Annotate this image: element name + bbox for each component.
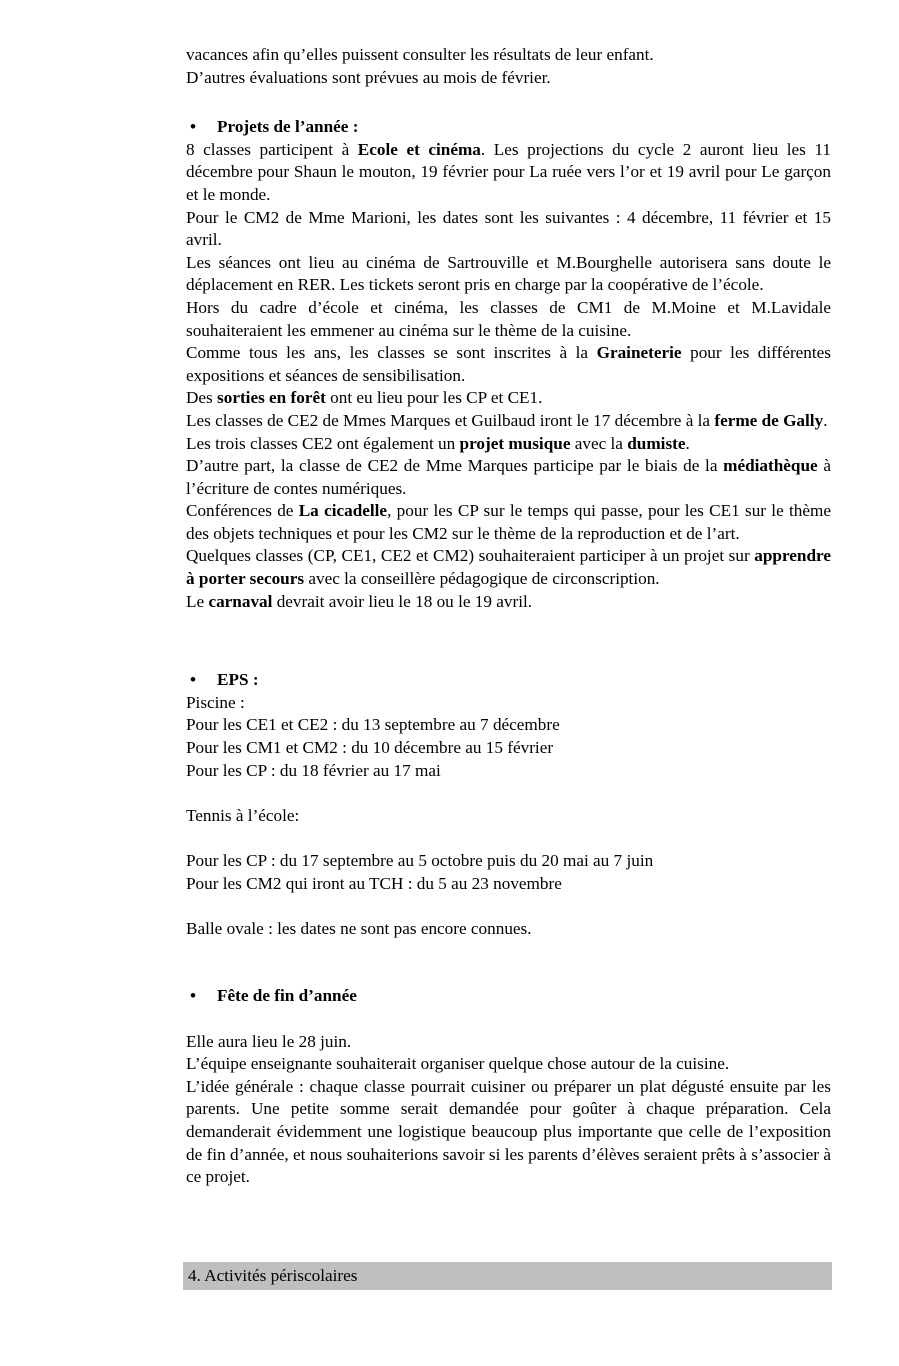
bullet-icon: •	[190, 986, 197, 1006]
text-run: avec la conseillère pédagogique de circonscription.	[304, 569, 660, 589]
spacer	[186, 89, 831, 116]
paragraph-ferme-de-gally	[186, 410, 831, 433]
text-run: .	[685, 433, 690, 453]
spacer	[186, 782, 831, 805]
bold-mediatheque: médiathèque	[723, 456, 818, 476]
text-run: Le	[186, 591, 209, 611]
paragraph-piscine-cp: Pour les CP : du 18 février au 17 mai	[186, 760, 441, 780]
section-heading-label: 4. Activités périscolaires	[188, 1266, 358, 1285]
spacer	[186, 1008, 831, 1031]
text-run: pour les différentes expositions et séances de sensibilisation.	[186, 343, 831, 385]
bullet-heading-eps-label: EPS :	[217, 670, 259, 690]
paragraph-intro-line1: vacances afin qu’elles puissent consulter les résultats de leur enfant.	[186, 45, 654, 64]
paragraph-piscine-ce1-ce2: Pour les CE1 et CE2 : du 13 septembre au 7 décembre	[186, 715, 560, 735]
text-run: Les trois classes CE2 ont également un	[186, 433, 460, 453]
paragraph-seances-sartrouville: Les séances ont lieu au cinéma de Sartrouville et M.Bourghelle autorisera sans doute le déplacement en RER. Les tickets seront pris en charge par la coopérative de l’école.	[186, 252, 831, 295]
bullet-icon: •	[190, 670, 197, 690]
bullet-icon: •	[190, 117, 197, 137]
paragraph-tennis-cm2: Pour les CM2 qui iront au TCH : du 5 au 23 novembre	[186, 873, 562, 893]
paragraph-tennis-label: Tennis à l’école:	[186, 805, 300, 825]
text-run: devrait avoir lieu le 18 ou le 19 avril.	[272, 591, 533, 611]
spacer	[186, 827, 831, 850]
bullet-heading-projets	[186, 116, 831, 139]
paragraph-la-cicadelle	[186, 500, 831, 545]
paragraph-intro-line2: D’autres évaluations sont prévues au mois de février.	[186, 67, 551, 87]
bold-sorties-en-foret: sorties en forêt	[217, 388, 326, 408]
bullet-heading-projets-label: Projets de l’année :	[217, 117, 359, 137]
bold-dumiste: dumiste	[627, 433, 686, 453]
paragraph-tennis-cp: Pour les CP : du 17 septembre au 5 octobre puis du 20 mai au 7 juin	[186, 851, 654, 870]
bold-graineterie: Graineterie	[596, 343, 682, 363]
bullet-heading-eps	[186, 669, 831, 692]
bullet-heading-fete	[186, 985, 831, 1008]
section-heading-bar	[183, 1262, 832, 1290]
bold-apprendre-a-porter-secours: apprendre à porter secours	[186, 546, 831, 589]
spacer	[186, 613, 831, 669]
text-run: 8 classes participent à	[186, 139, 358, 159]
spacer	[186, 940, 831, 985]
text-run: Des	[186, 388, 218, 408]
bold-projet-musique: projet musique	[459, 433, 571, 453]
paragraph-sorties-foret	[186, 387, 831, 410]
text-run: . Les projections du cycle 2 auront lieu les 11 décembre pour Shaun le mouton, 19 février pour La ruée vers l’or et 19 avril pour Le garçon et le monde.	[186, 139, 831, 204]
paragraph-carnaval	[186, 591, 831, 614]
text-run: ont eu lieu pour les CP et CE1.	[325, 388, 543, 408]
text-run: , pour les CP sur le temps qui passe, pour les CE1 sur le thème des objets techniques et pour les CM2 sur le thème de la reproduction et de l’art.	[186, 501, 831, 543]
paragraph-piscine-label: Piscine :	[186, 692, 245, 712]
text-run: Les classes de CE2 de Mmes Marques et Guilbaud iront le 17 décembre à la	[186, 410, 715, 430]
paragraph-projet-musique	[186, 433, 831, 456]
text-run: à l’écriture de contes numériques.	[186, 456, 831, 498]
spacer	[186, 895, 831, 918]
bold-la-cicadelle: La cicadelle	[298, 501, 388, 521]
paragraph-graineterie	[186, 342, 831, 387]
paragraph-porter-secours	[186, 545, 831, 590]
bold-ecole-et-cinema: Ecole et cinéma	[357, 139, 481, 159]
paragraph-ecole-cinema	[186, 139, 831, 207]
paragraph-piscine-cm1-cm2: Pour les CM1 et CM2 : du 10 décembre au 15 février	[186, 738, 554, 758]
bold-ferme-de-gally: ferme de Gally	[714, 410, 824, 430]
document-body	[186, 44, 831, 1189]
paragraph-mediatheque	[186, 455, 831, 500]
text-run: Quelques classes (CP, CE1, CE2 et CM2) souhaiteraient participer à un projet sur	[186, 546, 755, 566]
paragraph-fete-equipe: L’équipe enseignante souhaiterait organiser quelque chose autour de la cuisine.	[186, 1054, 730, 1074]
bullet-heading-fete-label: Fête de fin d’année	[217, 986, 357, 1006]
paragraph-fete-date: Elle aura lieu le 28 juin.	[186, 1031, 352, 1051]
text-run: avec la	[570, 433, 628, 453]
text-run: .	[823, 410, 828, 430]
text-run: Comme tous les ans, les classes se sont inscrites à la	[186, 343, 597, 363]
paragraph-hors-cadre: Hors du cadre d’école et cinéma, les classes de CM1 de M.Moine et M.Lavidale souhaiteraient les emmener au cinéma sur le thème de la cuisine.	[186, 297, 831, 340]
paragraph-balle-ovale: Balle ovale : les dates ne sont pas encore connues.	[186, 918, 532, 938]
text-run: Conférences de	[186, 501, 299, 521]
paragraph-fete-idee: L’idée générale : chaque classe pourrait cuisiner ou préparer un plat dégusté ensuite par les parents. Une petite somme serait demandée pour goûter à chaque préparation. Cela demanderait évidemment une logistique beaucoup plus importante que celle de l’exposition de fin d’année, et nous souhaiterions savoir si les parents d’élèves seraient prêts à s’associer à ce projet.	[186, 1076, 831, 1187]
paragraph-cm2-marioni: Pour le CM2 de Mme Marioni, les dates sont les suivantes : 4 décembre, 11 février et 15 avril.	[186, 207, 831, 250]
bold-carnaval: carnaval	[208, 591, 273, 611]
text-run: D’autre part, la classe de CE2 de Mme Marques participe par le biais de la	[186, 456, 724, 476]
